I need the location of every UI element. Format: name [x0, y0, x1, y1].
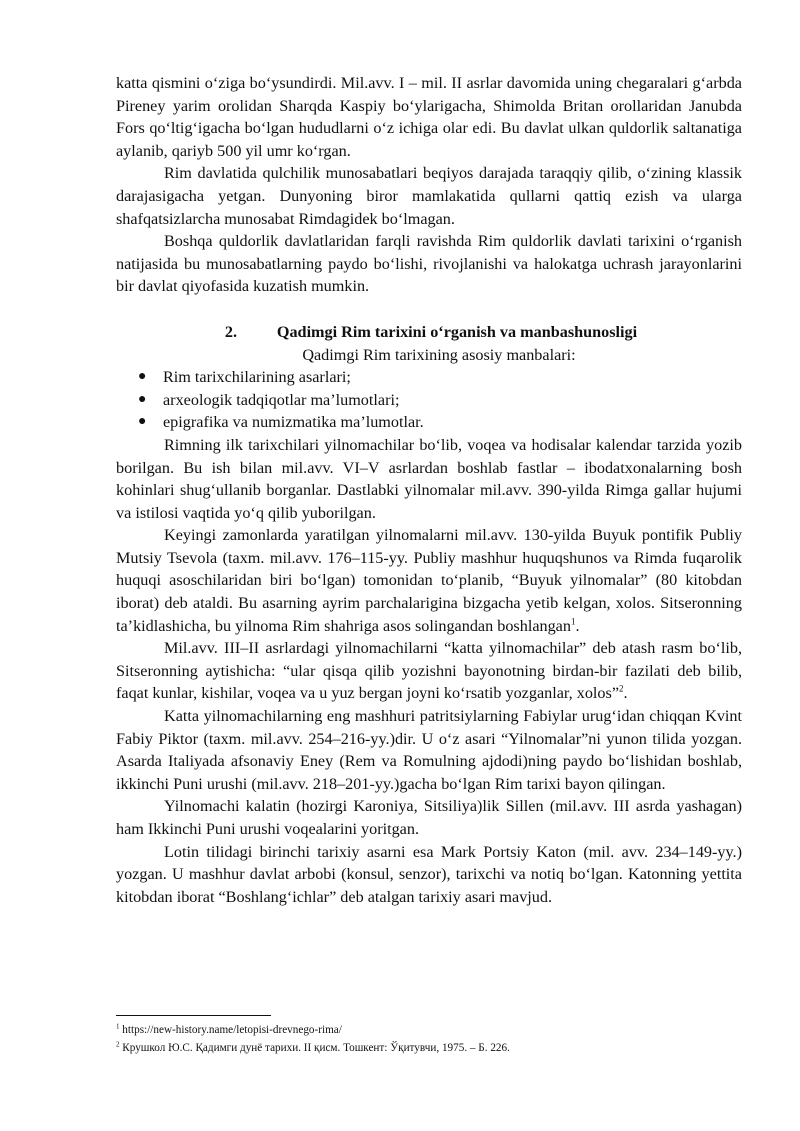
paragraph-great-annals: Keyingi zamonlarda yaratilgan yilnomalarni mil.avv. 130-yilda Buyuk pontifik Publiy Mutsiy Tsevola (taxm. mil.avv. 176–115-yy. Publiy mashhur huquqshunos va Rimda fuqarolik huquqi asoschilaridan biri bo‘lgan) tomonidan to‘planib, “Buyuk yilnomalar” (80 kitobdan iborat) deb ataldi. Bu asarning ayrim parchalarigina bizgacha yetib kelgan, xolos. Sitseronning ta’kidlashicha, bu yilnoma Rim shahriga asos solingandan boshlangan$^1$. [116, 526, 742, 635]
paragraph-study: Boshqa quldorlik davlatlaridan farqli ravishda Rim quldorlik davlati tarixini o‘rganish natijasida bu munosabatlarning paydo bo‘lishi, rivojlanishi va halokatga uchrash jarayonlarini bir davlat qiyofasida kuzatish mumkin. [116, 232, 742, 296]
footnotes [116, 1021, 742, 1057]
footnote-1: $^1$ https://new-history.name/letopisi-drevnego-rima/ [116, 1022, 342, 1036]
paragraph-big-annalists: Mil.avv. III–II asrlardagi yilnomachilarni “katta yilnomachilar” deb atash rasm bo‘lib, Sitseronning aytishicha: “ular qisqa qilib yozishni bayonotning birdan-bir fazilati deb bilib, faqat kunlar, kishilar, voqea va u yuz bergan joyni ko‘rsatib yozganlar, xolos”$^2$. [116, 639, 742, 703]
list-item: ● epigrafika va numizmatika ma’lumotlar. [116, 411, 742, 434]
paragraph-cato: Lotin tilidagi birinchi tarixiy asarni esa Mark Portsiy Katon (mil. avv. 234–149-yy.) yozgan. U mashhur davlat arbobi (konsul, senzor), tarixchi va notiq bo‘lgan. Katonning yettita kitobdan iborat “Boshlang‘ichlar” deb atalgan tarixiy asari mavjud. [116, 842, 742, 906]
paragraph-slavery: Rim davlatida qulchilik munosabatlari beqiyos darajada taraqqiy qilib, o‘zining klassik darajasigacha yetgan. Dunyoning biror mamlakatida qullarni qattiq ezish va ularga shafqatsizlarcha munosabat Rimdagidek bo‘lmagan. [116, 164, 742, 228]
bullet-icon: ● [138, 414, 147, 430]
footnote-2: $^2$ Крушкол Ю.С. Қадимги дунё тарихи. II қисм. Тошкент: Ўқитувчи, 1975. – Б. 226. [116, 1040, 510, 1054]
bullet-icon: ● [138, 391, 147, 407]
paragraph-sillen: Yilnomachi kalatin (hozirgi Karoniya, Sitsiliya)lik Sillen (mil.avv. III asrda yashagan) ham Ikkinchi Puni urushi voqealarini yoritgan. [116, 797, 742, 838]
footnote-ref-2[interactable]: 2 [619, 684, 624, 695]
list-item: ● Rim tarixchilarining asarlari; [116, 366, 742, 389]
section-subtitle: Qadimgi Rim tarixining asosiy manbalari: [302, 345, 576, 364]
section-heading [116, 321, 742, 344]
document-page [116, 72, 742, 908]
paragraph-early-historians: Rimning ilk tarixchilari yilnomachilar bo‘lib, voqea va hodisalar kalendar tarzida yozib borilgan. Bu ish bilan mil.avv. VI–V asrlardan boshlab fastlar – ibodatxonalarning bosh kohinlari shug‘ullanib borganlar. Dastlabki yilnomalar mil.avv. 390-yilda Rimga gallar hujumi va istilosi vaqtida yo‘q qilib yuborilgan. [116, 435, 742, 522]
footnote-ref-1[interactable]: 1 [570, 616, 576, 627]
paragraph-fabius-pictor: Katta yilnomachilarning eng mashhuri patritsiylarning Fabiylar urug‘idan chiqqan Kvint Fabiy Piktor (taxm. mil.avv. 254–216-yy.)dir. U o‘z asari “Yilnomalar”ni yunon tilida yozgan. Asarda Italiyada afsonaviy Eney (Rem va Romulning ajdodi)ning paydo bo‘lishidan boshlab, ikkinchi Puni urushi (mil.avv. 218–201-yy.)gacha bo‘lgan Rim tarixi bayon qilingan. [116, 707, 742, 793]
sources-list [116, 366, 742, 434]
paragraph-continuation: katta qismini o‘ziga bo‘ysundirdi. Mil.avv. I – mil. II asrlar davomida uning chegaralari g‘arbda Pireney yarim orolidan Sharqda Kaspiy bo‘ylarigacha, Shimolda Britan orollaridan Janubda Fors qo‘ltig‘igacha bo‘lgan hududlarni o‘z ichiga olar edi. Bu davlat ulkan quldorlik saltanatiga aylanib, qariyb 500 yil umr ko‘rgan. [116, 74, 742, 160]
footnote-divider [116, 1015, 271, 1016]
footnote-link[interactable]: https://new-history.name/letopisi-drevnego-rima/ [122, 1024, 342, 1036]
section-number: 2. [224, 322, 238, 341]
bullet-icon: ● [138, 369, 147, 385]
section-title: Qadimgi Rim tarixini o‘rganish va manbashunosligi [276, 322, 638, 341]
list-item: ● arxeologik tadqiqotlar ma’lumotlari; [116, 389, 742, 412]
